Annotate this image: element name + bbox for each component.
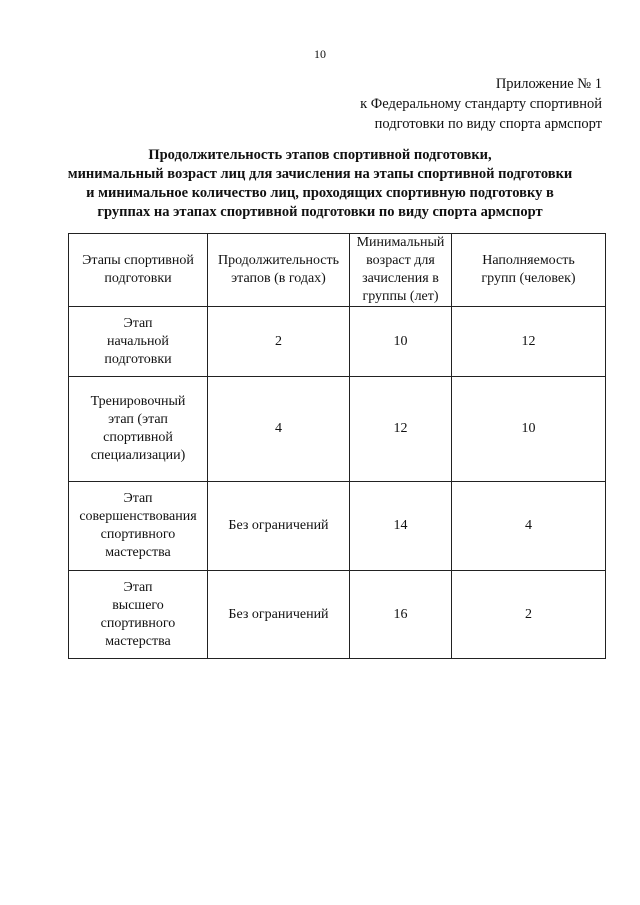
stage-cell: Этап высшего спортивного мастерства bbox=[69, 571, 208, 659]
min-age-cell: 12 bbox=[350, 377, 452, 482]
min-age-cell: 16 bbox=[350, 571, 452, 659]
appendix-line-3: подготовки по виду спорта армспорт bbox=[374, 116, 602, 132]
group-size-cell: 12 bbox=[452, 307, 606, 377]
appendix-line-1: Приложение № 1 bbox=[495, 76, 602, 92]
table-row bbox=[69, 482, 606, 571]
training-stages-table bbox=[68, 233, 606, 659]
appendix-line-2: к Федеральному стандарту спортивной bbox=[360, 96, 602, 112]
title-line-3: и минимальное количество лиц, проходящих спортивную подготовку в bbox=[86, 185, 554, 201]
header-group-size: Наполняемость групп (человек) bbox=[452, 234, 606, 307]
duration-cell: Без ограничений bbox=[208, 571, 350, 659]
header-min-age: Минимальный возраст для зачисления в группы (лет) bbox=[350, 234, 452, 307]
duration-cell: 2 bbox=[208, 307, 350, 377]
title-line-4: группах на этапах спортивной подготовки по виду спорта армспорт bbox=[97, 204, 543, 220]
min-age-cell: 10 bbox=[350, 307, 452, 377]
table-row bbox=[69, 377, 606, 482]
table-row bbox=[69, 307, 606, 377]
header-stages: Этапы спортивной подготовки bbox=[69, 234, 208, 307]
table-header-row bbox=[69, 234, 606, 307]
min-age-cell: 14 bbox=[350, 482, 452, 571]
stage-cell: Этап совершенствования спортивного мастерства bbox=[69, 482, 208, 571]
title-line-1: Продолжительность этапов спортивной подготовки, bbox=[148, 147, 492, 163]
page-number: 10 bbox=[314, 47, 326, 61]
table-row bbox=[69, 571, 606, 659]
title-line-2: минимальный возраст лиц для зачисления на этапы спортивной подготовки bbox=[67, 166, 573, 182]
duration-cell: 4 bbox=[208, 377, 350, 482]
document-title bbox=[0, 146, 640, 222]
appendix-reference bbox=[242, 74, 602, 134]
stage-cell: Тренировочный этап (этап спортивной специализации) bbox=[69, 377, 208, 482]
stage-cell: Этап начальной подготовки bbox=[69, 307, 208, 377]
header-duration: Продолжительность этапов (в годах) bbox=[208, 234, 350, 307]
group-size-cell: 10 bbox=[452, 377, 606, 482]
group-size-cell: 4 bbox=[452, 482, 606, 571]
duration-cell: Без ограничений bbox=[208, 482, 350, 571]
group-size-cell: 2 bbox=[452, 571, 606, 659]
